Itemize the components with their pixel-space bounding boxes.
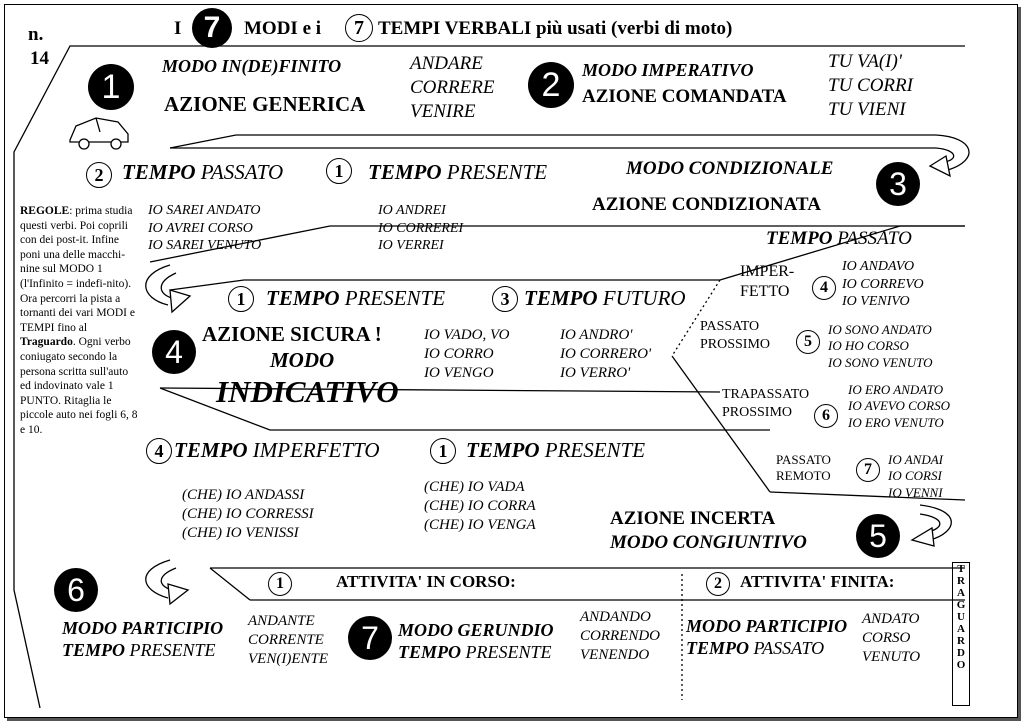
cong-presente-verbs xyxy=(424,478,536,534)
verb: (CHE) IO ANDASSI xyxy=(182,487,305,503)
verb: ANDANTE xyxy=(248,613,315,629)
participio-passato-tempo: TEMPO PASSATO xyxy=(686,638,825,658)
verb: IO CORREREI xyxy=(378,220,464,236)
verb: VENUTO xyxy=(862,648,921,665)
tempo-presente-number: 1 xyxy=(326,158,352,184)
verb: CORRERE xyxy=(410,76,495,98)
modo3-badge: 3 xyxy=(876,162,920,206)
verb: IO ERO VENUTO xyxy=(848,414,944,430)
modo1-title: MODO IN(DE)FINITO xyxy=(162,56,342,76)
modo6-title: MODO PARTICIPIO xyxy=(62,618,224,638)
verb: IO VENNI xyxy=(888,484,943,500)
modo3-presente-verbs xyxy=(378,202,463,255)
passato-prossimo-label: PASSATO PROSSIMO xyxy=(700,319,771,352)
ind-futuro-verbs xyxy=(560,326,651,382)
cong-imperfetto-verbs xyxy=(182,486,314,542)
participio-passato-verbs xyxy=(862,610,920,666)
passato-prossimo-number: 5 xyxy=(796,330,820,354)
ind-futuro-header: TEMPO FUTURO xyxy=(524,286,686,310)
ind-presente-number: 1 xyxy=(228,286,254,312)
verb: (CHE) IO VADA xyxy=(424,479,525,495)
verb: VENIRE xyxy=(410,100,476,122)
modo7-badge: 7 xyxy=(348,616,392,660)
ind-presente-verbs xyxy=(424,326,510,382)
page-label: n. xyxy=(28,24,44,45)
modo5-badge: 5 xyxy=(856,514,900,558)
verb: (CHE) IO CORRA xyxy=(424,497,536,514)
cong-imperfetto-header: TEMPO IMPERFETTO xyxy=(174,438,380,462)
verb: IO VENGO xyxy=(424,364,494,381)
verb: IO ANDRO' xyxy=(560,327,633,343)
verb: TU VIENI xyxy=(828,98,906,120)
verb: VEN(I)ENTE xyxy=(248,650,328,667)
verb: (CHE) IO VENISSI xyxy=(182,524,299,541)
traguardo-box: T R A G U A R D O xyxy=(952,562,970,706)
modo6-badge: 6 xyxy=(54,568,98,612)
title-mid: MODI e i xyxy=(244,18,322,39)
tempo-passato-number: 2 xyxy=(86,162,112,188)
verb: IO AVEVO CORSO xyxy=(848,398,950,414)
passato-remoto-verbs xyxy=(888,452,943,501)
verb: IO VERREI xyxy=(378,238,444,253)
verb: ANDARE xyxy=(410,53,483,74)
modo4-subtitle: AZIONE SICURA ! xyxy=(202,322,382,346)
trapassato-verbs xyxy=(848,382,950,431)
verb: IO VERRO' xyxy=(560,364,631,381)
page-number: 14 xyxy=(30,48,49,69)
modo7-verbs xyxy=(580,608,660,664)
modo3-presente-header: TEMPO PRESENTE xyxy=(368,160,548,184)
verb: CORRENDO xyxy=(580,627,660,644)
rules-text: REGOLE: prima studia questi verbi. Poi coprili con dei post-it. Infine poni una delle macchi-nine sul MODO 1 (l'Infinito = indefi-nito). Ora percorri la pista a tornanti dei vari MODI e TEMPI fino al Traguardo. Ogni verbo coniugato secondo la persona scritta sull'auto ed indovinato vale 1 PUNTO. Ritaglia le piccole auto nei fogli 6, 8 e 10. xyxy=(20,205,138,436)
verb: VENENDO xyxy=(580,646,650,663)
verb: IO SAREI VENUTO xyxy=(148,238,262,253)
attivita-in-corso-label: ATTIVITA' IN CORSO: xyxy=(336,572,516,591)
modo5-subtitle: AZIONE INCERTA xyxy=(610,508,776,529)
car-icon xyxy=(70,118,128,149)
verb: IO SONO VENUTO xyxy=(828,354,933,370)
modo2-subtitle: AZIONE COMANDATA xyxy=(582,86,787,107)
track-band-1 xyxy=(170,135,936,148)
modo1-subtitle: AZIONE GENERICA xyxy=(164,92,366,116)
modo3-passato-header: TEMPO PASSATO xyxy=(122,160,284,184)
ind-presente-header: TEMPO PRESENTE xyxy=(266,286,446,310)
modo6-tempo: TEMPO PRESENTE xyxy=(62,640,216,660)
modo2-verbs xyxy=(828,50,913,121)
modo4-badge: 4 xyxy=(152,330,196,374)
verb: IO AVREI CORSO xyxy=(148,220,253,236)
verb: IO SAREI ANDATO xyxy=(148,203,261,218)
modo1-badge: 1 xyxy=(88,64,134,110)
verb: IO CORREVO xyxy=(842,276,924,292)
verb: IO VADO, VO xyxy=(424,327,510,343)
modo1-verbs xyxy=(410,52,494,123)
verb: IO VENIVO xyxy=(842,294,910,309)
modo2-title: MODO IMPERATIVO xyxy=(582,60,754,80)
verb: IO SONO ANDATO xyxy=(828,322,932,337)
verb: IO ANDREI xyxy=(378,203,446,218)
verb: IO ERO ANDATO xyxy=(848,382,944,397)
trapassato-label: TRAPASSATO PROSSIMO xyxy=(722,387,810,420)
attivita-in-corso-number: 1 xyxy=(268,572,292,596)
title-number-circle: 7 xyxy=(345,14,373,42)
modo3-title: MODO CONDIZIONALE xyxy=(626,158,834,179)
cong-presente-number: 1 xyxy=(430,438,456,464)
attivita-finita-number: 2 xyxy=(706,572,730,596)
verb: IO ANDAVO xyxy=(842,259,915,274)
title-i: I xyxy=(174,18,182,39)
ind-futuro-number: 3 xyxy=(492,286,518,312)
imperfetto-label: IMPER- FETTO xyxy=(740,263,795,300)
passato-prossimo-verbs xyxy=(828,322,933,371)
verb: (CHE) IO CORRESSI xyxy=(182,505,314,522)
modo4-title1: MODO xyxy=(270,348,335,372)
imperfetto-verbs xyxy=(842,258,924,311)
title-text: TEMPI VERBALI più usati (verbi di moto) xyxy=(378,18,733,39)
verb: ANDANDO xyxy=(580,609,651,625)
trapassato-number: 6 xyxy=(814,404,838,428)
verb: CORRENTE xyxy=(248,631,324,648)
modo6-verbs xyxy=(248,612,328,668)
verb: CORSO xyxy=(862,629,911,646)
verb: TU VA(I)' xyxy=(828,51,902,72)
modo7-tempo: TEMPO PRESENTE xyxy=(398,642,552,662)
modo7-title: MODO GERUNDIO xyxy=(398,620,554,640)
modo5-title: MODO CONGIUNTIVO xyxy=(610,532,807,553)
cong-presente-header: TEMPO PRESENTE xyxy=(466,438,646,462)
participio-passato-title: MODO PARTICIPIO xyxy=(686,616,848,636)
passato-remoto-label: PASSATO REMOTO xyxy=(776,452,831,484)
modo3-passato-verbs xyxy=(148,202,261,255)
imperfetto-number: 4 xyxy=(812,276,836,300)
modo4-title2: INDICATIVO xyxy=(216,374,399,409)
modo2-badge: 2 xyxy=(528,62,574,108)
verb: TU CORRI xyxy=(828,74,913,96)
verb: ANDATO xyxy=(862,611,920,627)
attivita-finita-label: ATTIVITA' FINITA: xyxy=(740,572,895,591)
verb: IO CORRERO' xyxy=(560,345,652,362)
verb: IO ANDAI xyxy=(888,452,944,467)
verb: IO HO CORSO xyxy=(828,338,909,354)
modo3-subtitle: AZIONE CONDIZIONATA xyxy=(592,194,821,215)
verb: IO CORSI xyxy=(888,468,942,484)
title-number-badge: 7 xyxy=(192,8,232,48)
verb: (CHE) IO VENGA xyxy=(424,516,536,533)
verb: IO CORRO xyxy=(424,345,494,362)
passato-remoto-number: 7 xyxy=(856,458,880,482)
ind-passato-header: TEMPO PASSATO xyxy=(766,228,912,249)
cong-imperfetto-number: 4 xyxy=(146,438,172,464)
